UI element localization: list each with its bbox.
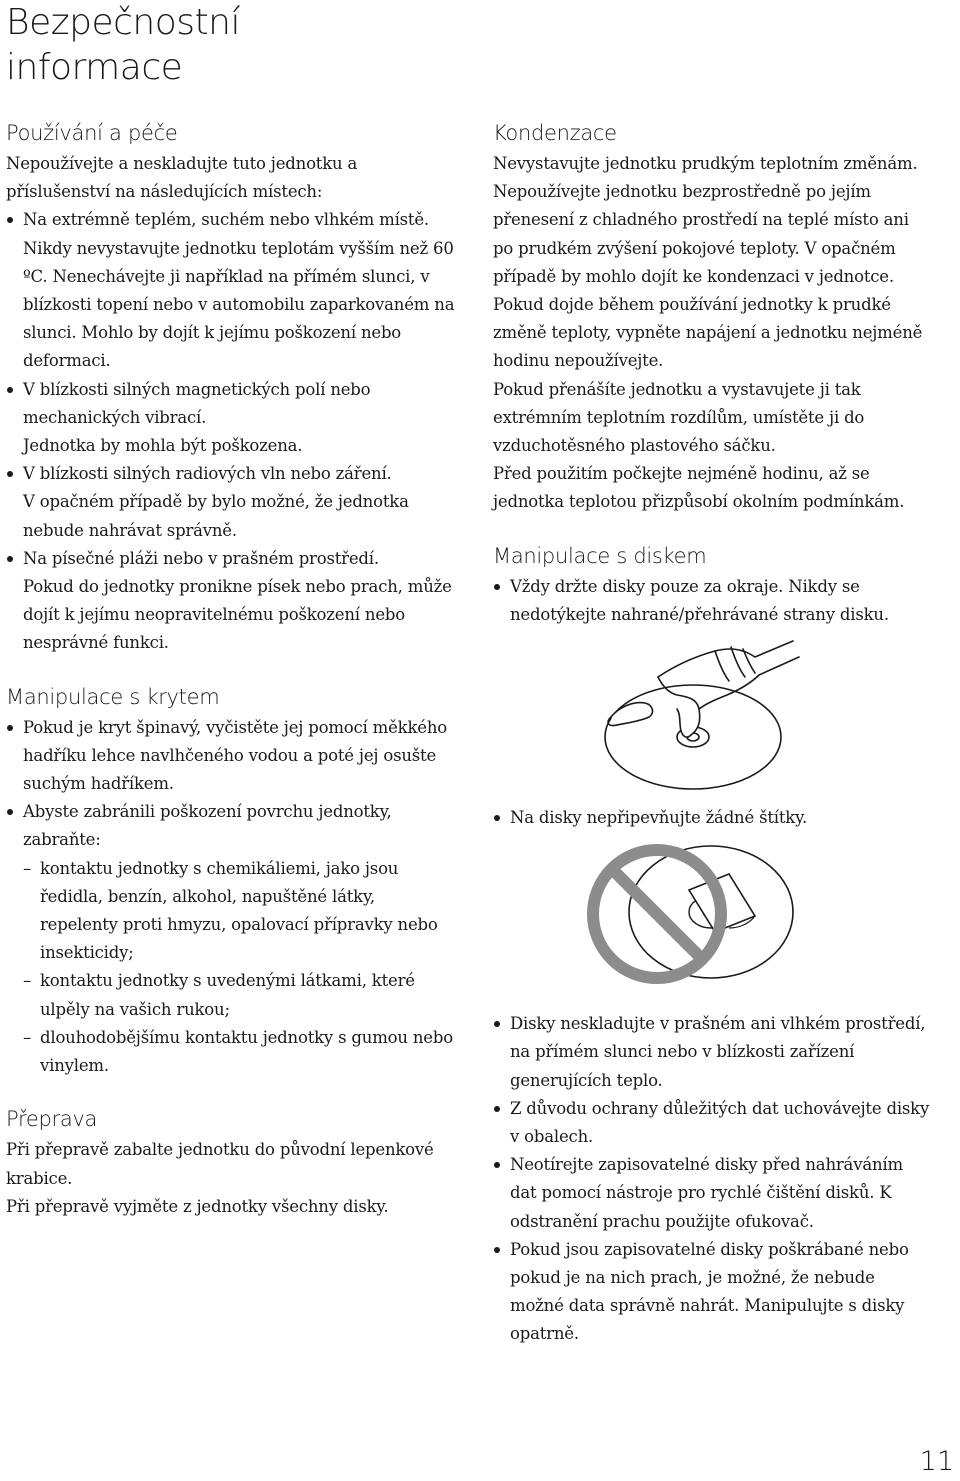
disc-heading: Manipulace s diskem (493, 543, 707, 568)
condensation-heading: Kondenzace (493, 121, 617, 145)
cover-item-text: Abyste zabránili poškození povrchu jednotky, zabraňte: (23, 802, 392, 850)
care-item-main: Na písečné pláži nebo v prašném prostředí. (23, 548, 379, 568)
list-item (6, 376, 456, 461)
hand-holding-disc-icon (493, 629, 933, 804)
transport-line: Při přepravě zabalte jednotku do původní lepenkové krabice. (6, 1140, 434, 1188)
care-intro: Nepoužívejte a neskladujte tuto jednotku a příslušenství na následujících místech: (6, 154, 358, 202)
transport-heading: Přeprava (6, 1107, 98, 1132)
list-item: Z důvodu ochrany důležitých dat uchovávejte disky v obalech. (493, 1095, 933, 1151)
list-item: Disky neskladujte v prašném ani vlhkém prostředí, na přímém slunci nebo v blízkosti zařízení generujících teplo. (493, 1010, 933, 1095)
care-item-main: V blízkosti silných radiových vln nebo záření. (23, 464, 392, 484)
condensation-paragraph: Nevystavujte jednotku prudkým teplotním změnám. Nepoužívejte jednotku bezprostředně po jejím přenesení z chladného prostředí na teplé místo ani po prudkém zvýšení pokojové teploty. V opačném případě by mohlo dojít ke kondenzaci v jednotce. Pokud dojde během používání jednotky k prudké změně teploty, vypněte napájení a jednotku nejméně hodinu nepoužívejte. (493, 154, 923, 371)
dash-item: – kontaktu jednotky s chemikáliemi, jako jsou ředidla, benzín, alkohol, napuštěné látky, repelenty proti hmyzu, opalovací přípravky nebo insekticidy; (23, 855, 456, 968)
section-condensation (493, 118, 933, 517)
no-label-on-disc-icon (493, 832, 933, 1010)
right-column (493, 118, 933, 1373)
care-list (6, 206, 456, 657)
condensation-paragraph: Pokud přenášíte jednotku a vystavujete ji tak extrémním teplotním rozdílům, umístěte ji do vzduchotěsného plastového sáčku. (493, 379, 865, 456)
section-transport (6, 1104, 456, 1221)
care-item-main: Na extrémně teplém, suchém nebo vlhkém místě. (23, 210, 429, 230)
dash-item: – dlouhodobějšímu kontaktu jednotky s gumou nebo vinylem. (23, 1024, 456, 1080)
condensation-paragraph: Před použitím počkejte nejméně hodinu, až se jednotka teplotou přizpůsobí okolním podmínkám. (493, 464, 905, 512)
section-care (6, 118, 456, 658)
page-title (6, 0, 326, 90)
care-item-detail: Jednotka by mohla být poškozena. (23, 436, 303, 456)
list-item: Pokud je kryt špinavý, vyčistěte jej pomocí měkkého hadříku lehce navlhčeného vodou a poté jej osušte suchým hadříkem. (6, 714, 456, 799)
dash-item: – kontaktu jednotky s uvedenými látkami, které ulpěly na vašich rukou; (23, 967, 456, 1023)
page-title-line-2: informace (6, 47, 183, 88)
page-title-line-1: Bezpečnostní (6, 2, 240, 43)
care-item-detail: Nikdy nevystavujte jednotku teplotám vyšším než 60 ºC. Nenechávejte ji například na přímém slunci, v blízkosti topení nebo v automobilu zaparkovaném na slunci. Mohlo by dojít k jejímu poškození nebo deformaci. (23, 238, 455, 371)
section-disc (493, 541, 933, 1349)
page-number: 11 (919, 1446, 954, 1477)
transport-line: Při přepravě vyjměte z jednotky všechny disky. (6, 1196, 389, 1216)
list-item: Pokud jsou zapisovatelné disky poškrábané nebo pokud je na nich prach, je možné, že nebude možné data správně nahrát. Manipulujte s disky opatrně. (493, 1236, 933, 1349)
care-item-main: V blízkosti silných magnetických polí nebo mechanických vibrací. (23, 379, 371, 427)
list-item: Vždy držte disky pouze za okraje. Nikdy se nedotýkejte nahrané/přehrávané strany disku. (493, 573, 933, 629)
disc-list-3 (493, 1010, 933, 1348)
list-item (6, 460, 456, 545)
cover-list (6, 714, 456, 1081)
cover-heading: Manipulace s krytem (6, 684, 220, 709)
list-item: Neotírejte zapisovatelné disky před nahráváním dat pomocí nástroje pro rychlé čištění disků. K odstranění prachu použijte ofukovač. (493, 1151, 933, 1236)
left-column (6, 118, 456, 1245)
care-item-detail: V opačném případě by bylo možné, že jednotka nebude nahrávat správně. (23, 492, 409, 540)
care-item-detail: Pokud do jednotky pronikne písek nebo prach, může dojít k jejímu neopravitelnému poškození nebo nesprávné funkci. (23, 577, 452, 653)
disc-list-1 (493, 573, 933, 629)
disc-list-2 (493, 804, 933, 832)
list-item: Na disky nepřipevňujte žádné štítky. (493, 804, 933, 832)
cover-dash-list (23, 855, 456, 1081)
care-heading: Používání a péče (6, 121, 178, 145)
list-item (6, 206, 456, 375)
list-item (6, 798, 456, 1080)
section-cover (6, 682, 456, 1081)
list-item (6, 545, 456, 658)
